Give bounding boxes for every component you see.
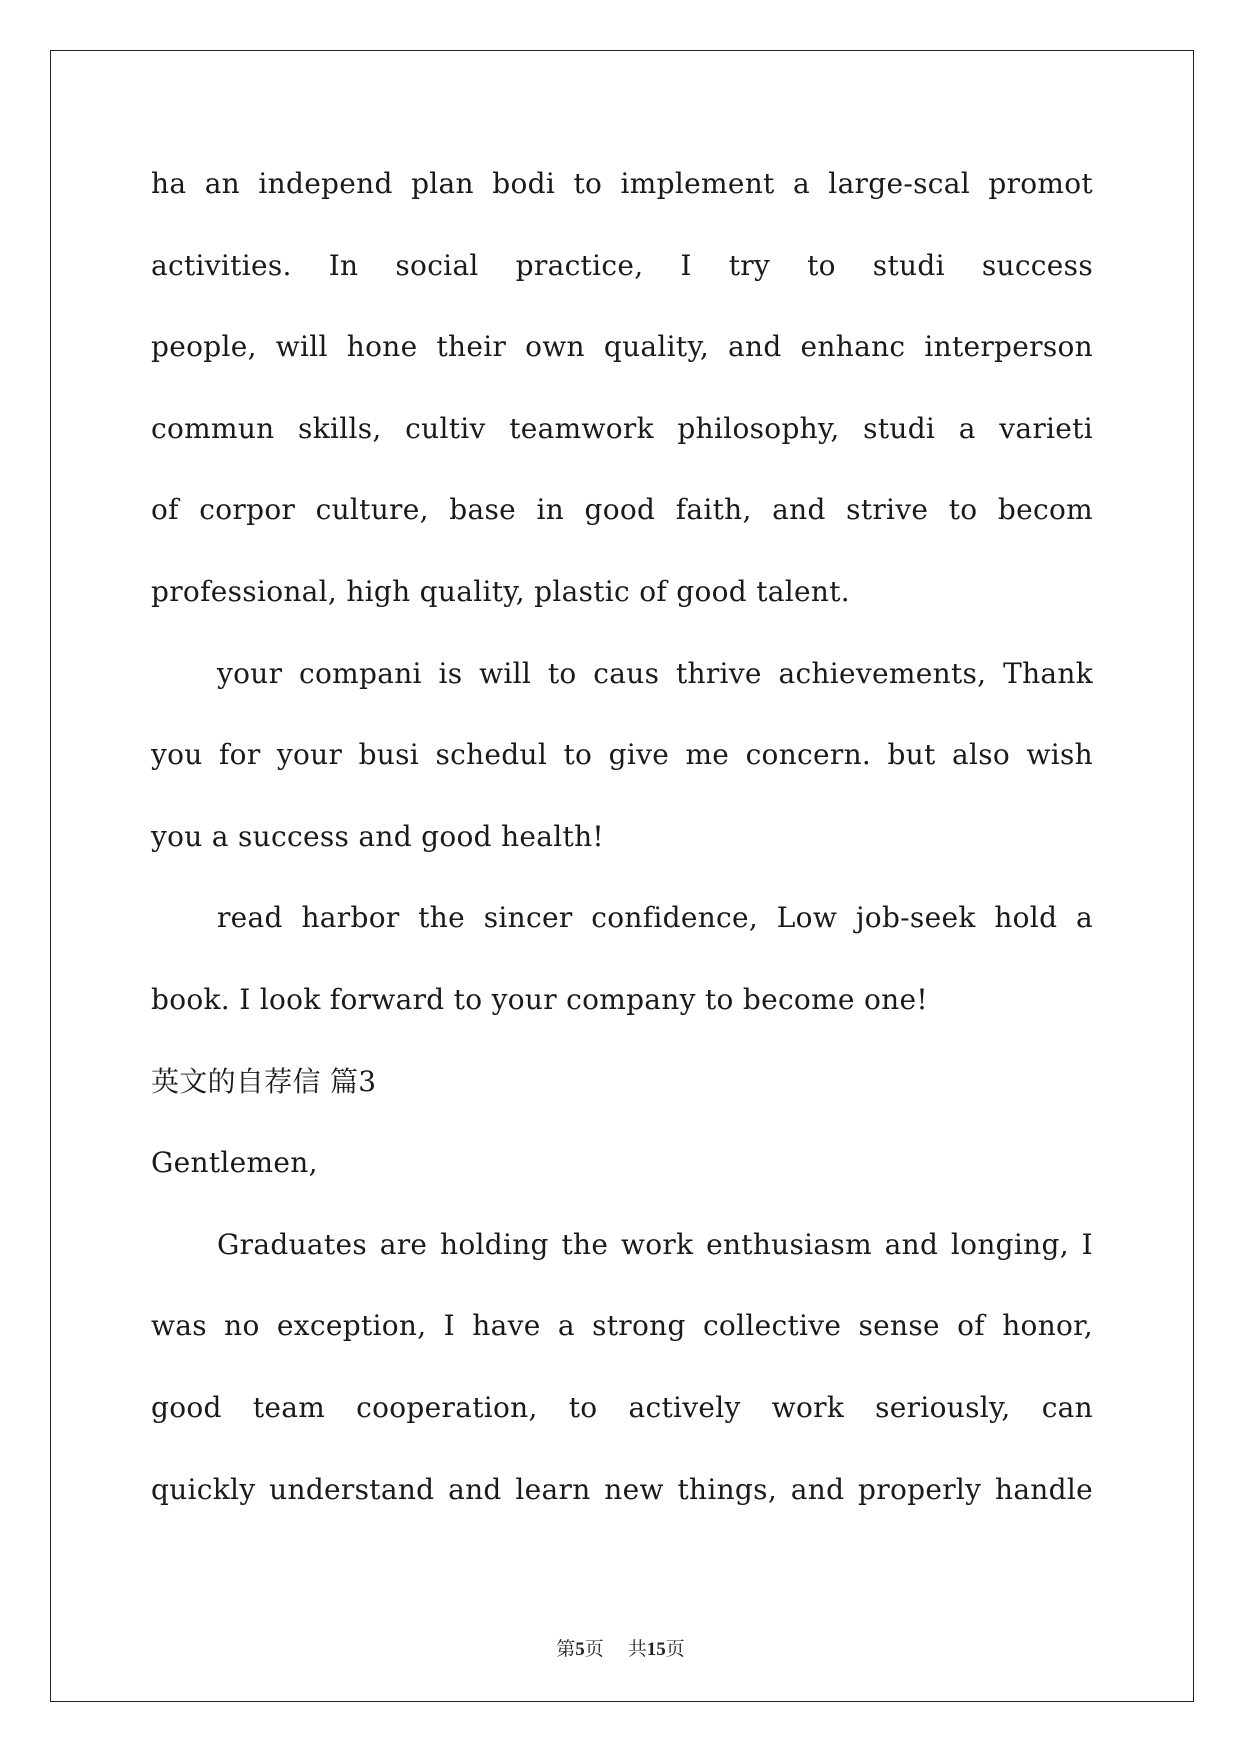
text-line: was no exception, I have a strong collective sense of honor,	[151, 1309, 1093, 1343]
text-line: people, will hone their own quality, and enhanc interperson	[151, 330, 1093, 364]
text-line: ha an independ plan bodi to implement a large-scal promot	[151, 167, 1093, 200]
section-heading: 英文的自荐信 篇3	[151, 1064, 377, 1098]
page-suffix: 页	[584, 1638, 604, 1660]
text-line: of corpor culture, base in good faith, and strive to becom	[151, 493, 1093, 527]
text-line: professional, high quality, plastic of good talent.	[151, 574, 850, 608]
text-line: Graduates are holding the work enthusiasm and longing, I	[217, 1227, 1093, 1261]
text-line: activities. In social practice, I try to studi success	[151, 248, 1093, 282]
text-line: read harbor the sincer confidence, Low job-seek hold a	[217, 901, 1093, 935]
total-pages: 15	[646, 1639, 666, 1660]
text-line: commun skills, cultiv teamwork philosophy, studi a varieti	[151, 411, 1093, 445]
total-suffix: 页	[665, 1638, 685, 1660]
salutation: Gentlemen,	[151, 1146, 318, 1180]
page-number: 5	[575, 1639, 585, 1660]
page-prefix: 第	[556, 1638, 576, 1660]
text-line: book. I look forward to your company to become one!	[151, 982, 928, 1016]
text-line: you a success and good health!	[151, 819, 604, 853]
document-body	[151, 166, 1093, 1553]
text-line: your compani is will to caus thrive achievements, Thank	[217, 656, 1093, 690]
text-line: quickly understand and learn new things, and properly handle	[151, 1472, 1093, 1506]
total-prefix: 共	[627, 1638, 647, 1660]
text-line: you for your busi schedul to give me concern. but also wish	[151, 738, 1093, 772]
text-line: good team cooperation, to actively work seriously, can	[151, 1390, 1093, 1424]
page-footer	[0, 1634, 1241, 1661]
